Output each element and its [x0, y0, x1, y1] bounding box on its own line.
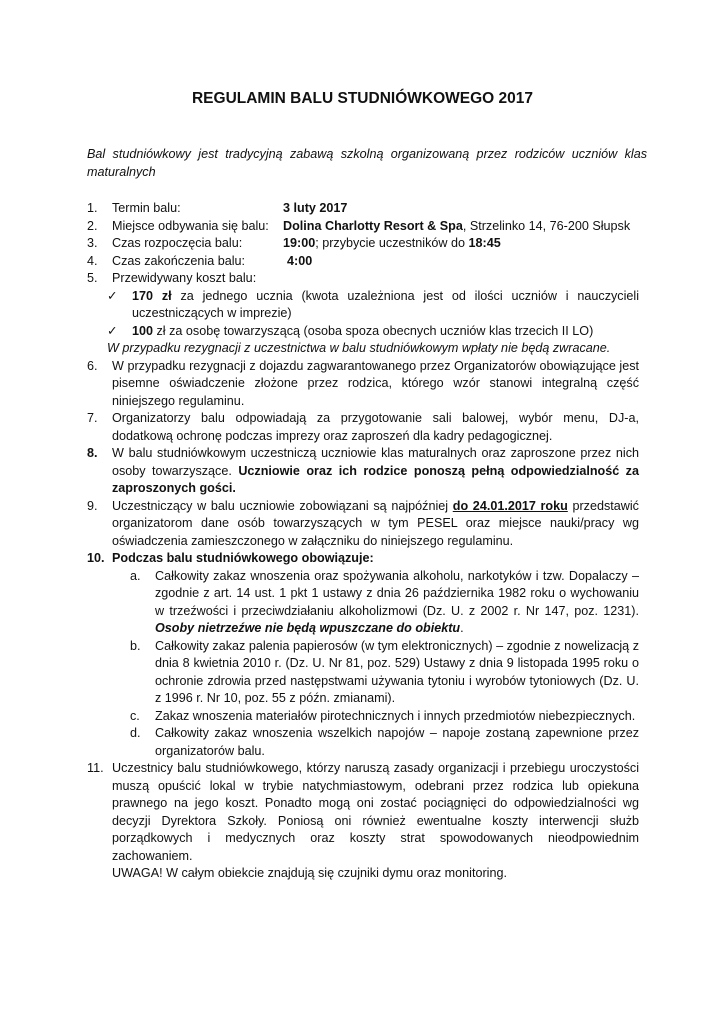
item-text: Całkowity zakaz wnoszenia wszelkich napojów – napoje zostaną zapewnione przez organizatorów balu. [155, 726, 639, 758]
item-label: Przewidywany koszt balu: [112, 271, 257, 285]
item-letter: d. [130, 726, 141, 740]
item-text: W przypadku rezygnacji z dojazdu zagwarantowanego przez Organizatorów obowiązujące jest pisemne oświadczenie złożone przez rodzica, którego wzór stanowi integralną część niniejszego regulaminu. [112, 358, 639, 408]
arrival-time: 18:45 [468, 236, 501, 250]
item-heading: Podczas balu studniówkowego obowiązuje: [112, 551, 374, 565]
item-label: Termin balu: [112, 201, 181, 215]
item-text: Uczestniczący w balu uczniowie zobowiązani są najpóźniej [112, 498, 453, 513]
item-number: 2. [87, 218, 98, 233]
item-number: 8. [87, 446, 98, 460]
list-item [87, 445, 639, 498]
item-label: Czas rozpoczęcia balu: [112, 236, 243, 250]
item-text: Całkowity zakaz wnoszenia oraz spożywania alkoholu, narkotyków i tzw. Dopalaczy – zgodnie z art. 14 ust. 1 pkt 1 ustawy z dnia 26 października 1982 roku o wychowaniu w trzeźwości i przeciwdziałaniu alkoholizmowi (Dz. U. z 2002 r. Nr 147, poz. 1231). [155, 568, 639, 618]
item-text: Całkowity zakaz palenia papierosów (w tym elektronicznych) – zgodnie z nowelizacją z dnia 8 kwietnia 2010 r. (Dz. U. Nr 81, poz. 529) Ustawy z dnia 9 listopada 1995 roku o ochronie zdrowia przed następstwami używania tytoniu i wyrobów tytoniowych (Dz. U. z 1996 r. Nr 10, poz. 55 z późn. zmianami). [155, 638, 639, 705]
prohibitions-list [130, 568, 639, 761]
item-number: 9. [87, 498, 98, 513]
prohibition-item [130, 708, 639, 726]
list-item [87, 218, 639, 236]
item-label: Czas zakończenia balu: [112, 253, 246, 268]
item-number: 10. [87, 551, 105, 565]
item-text: przedstawić organizatorom dane osób towarzyszących w tym PESEL oraz miejsce nauki/pracy wg oświadczenia zamieszczonego w załączniku do niniejszego regulaminu. [112, 498, 639, 548]
rules-list [87, 200, 639, 883]
prohibition-item [130, 725, 639, 760]
venue-name: Dolina Charlotty Resort & Spa [283, 218, 463, 233]
intro-paragraph: Bal studniówkowy jest tradycyjną zabawą szkolną organizowaną przez rodziców uczniów klas maturalnych [87, 147, 647, 179]
arrival-text: ; przybycie uczestników do [315, 236, 469, 250]
item-text: Uczestnicy balu studniówkowego, którzy naruszą zasady organizacji i przebiegu uroczystości muszą opuścić lokal w trybie natychmiastowym, odebrani przez rodzica lub opiekuna prawnego na jego koszt. Ponadto mogą oni zostać pociągnięci do odpowiedzialności wg decyzji Dyrektora Szkoły. Poniosą oni również ewentualne koszty interwencji służb porządkowych i medycznych oraz koszty strat spowodowanych nieodpowiednim zachowaniem. [112, 761, 639, 863]
cost-description: za jednego ucznia (kwota uzależniona jest od ilości uczniów i nauczycieli uczestniczących w imprezie) [132, 288, 639, 320]
list-item [87, 760, 639, 883]
item-letter: c. [130, 708, 140, 723]
entry-warning: Osoby nietrzeźwe nie będą wpuszczane do obiektu [155, 621, 461, 635]
prohibition-item [130, 638, 639, 708]
start-time: 19:00 [283, 236, 316, 250]
list-item [87, 200, 639, 218]
list-item [87, 235, 639, 253]
list-item [87, 270, 639, 288]
item-letter: a. [130, 568, 141, 583]
item-number: 11. [87, 761, 104, 775]
ball-date: 3 luty 2017 [283, 201, 348, 215]
item-text: Organizatorzy balu odpowiadają za przygotowanie sali balowej, wybór menu, DJ-a, dodatkową ochronę podczas imprezy oraz zaproszeń dla kadry pedagogicznej. [112, 411, 639, 443]
item-number: 6. [87, 358, 98, 373]
item-number: 5. [87, 271, 98, 285]
responsibility-text: Uczniowie oraz ich rodzice ponoszą pełną odpowiedzialność za zaproszonych gości. [112, 463, 639, 495]
cost-description: zł za osobę towarzyszącą (osoba spoza obecnych uczniów klas trzecich II LO) [153, 323, 594, 338]
cost-amount: 170 zł [132, 288, 172, 303]
page-title: REGULAMIN BALU STUDNIÓWKOWEGO 2017 [191, 90, 533, 107]
list-item [87, 410, 639, 445]
item-letter: b. [130, 638, 141, 653]
item-text: W balu studniówkowym uczestniczą uczniowie klas maturalnych oraz zaproszone przez nich osoby towarzyszące. [112, 446, 639, 478]
item-number: 1. [87, 201, 98, 215]
checkmark-icon: ✓ [107, 323, 118, 338]
warning-text: UWAGA! W całym obiekcie znajdują się czujniki dymu oraz monitoring. [112, 866, 507, 880]
cost-item [107, 288, 639, 323]
cost-amount: 100 [132, 323, 154, 338]
end-time: 4:00 [287, 253, 313, 268]
list-item [87, 358, 639, 411]
prohibition-item: a. Całkowity zakaz wnoszenia oraz spożywania alkoholu, narkotyków i tzw. Dopalaczy – zgodnie z art. 14 ust. 1 pkt 1 ustawy z dnia 26 października 1982 roku o wychowaniu w trzeźwości i przeciwdziałaniu alkoholizmowi (Dz. U. z 2002 r. Nr 147, poz. 1231). Osoby nietrzeźwe nie będą wpuszczane do obiektu. [130, 568, 639, 635]
item-text: Zakaz wnoszenia materiałów pirotechnicznych i innych przedmiotów niebezpiecznych. [155, 708, 636, 723]
refund-note: W przypadku rezygnacji z uczestnictwa w balu studniówkowym wpłaty nie będą zwracane. [107, 341, 611, 355]
venue-address: , Strzelinko 14, 76-200 Słupsk [462, 218, 631, 233]
item-number: 7. [87, 411, 98, 425]
deadline-date: do 24.01.2017 roku [452, 498, 568, 513]
list-item [87, 550, 639, 568]
item-number: 3. [87, 236, 98, 250]
item-number: 4. [87, 253, 98, 268]
item-label: Miejsce odbywania się balu: [112, 218, 269, 233]
cost-list [107, 288, 639, 358]
list-item [87, 253, 639, 271]
cost-item [107, 323, 639, 341]
checkmark-icon: ✓ [107, 288, 118, 303]
list-item [87, 498, 639, 551]
